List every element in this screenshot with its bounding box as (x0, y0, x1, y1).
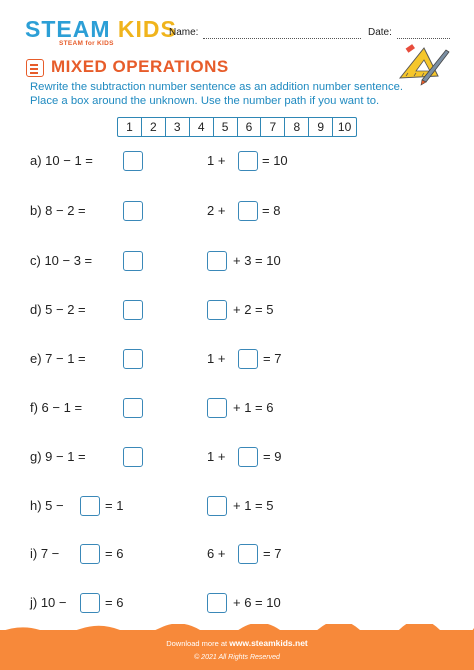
answer-box[interactable] (207, 300, 227, 320)
equation-b-left: b) 8 − 2 = (30, 203, 86, 218)
brand-kids-text: KIDS (117, 16, 177, 42)
equation-g-left: g) 9 − 1 = (30, 449, 86, 464)
equation-e-right-start: 1 + (207, 351, 226, 366)
equation-g-right-start: 1 + (207, 449, 226, 464)
answer-box[interactable] (207, 398, 227, 418)
equation-e-left: e) 7 − 1 = (30, 351, 86, 366)
answer-box[interactable] (80, 496, 100, 516)
brand-steam-text: STEAM (25, 16, 111, 42)
equation-a-left: a) 10 − 1 = (30, 153, 93, 168)
footer-bar (0, 630, 474, 670)
answer-box[interactable] (238, 544, 258, 564)
number-path-cell: 8 (285, 118, 309, 136)
name-label: Name: (169, 27, 199, 38)
equation-a-right-end: = 10 (262, 153, 288, 168)
equation-d-right-end: + 2 = 5 (233, 302, 274, 317)
equation-b-right-end: = 8 (262, 203, 281, 218)
number-path-cell: 10 (337, 120, 352, 134)
answer-box[interactable] (123, 447, 143, 467)
worksheet-title: MIXED OPERATIONS (51, 57, 229, 76)
equation-j-left-end: = 6 (105, 595, 124, 610)
number-path-cell: 5 (214, 118, 238, 136)
number-path-cell: 7 (261, 118, 285, 136)
number-path-cell: 6 (238, 118, 262, 136)
answer-box[interactable] (80, 544, 100, 564)
equation-i-left-end: = 6 (105, 546, 124, 561)
equation-f-left: f) 6 − 1 = (30, 400, 83, 415)
footer-copyright: © 2021 All Rights Reserved (194, 654, 280, 661)
footer-download-text: Download more at (166, 639, 228, 648)
answer-box[interactable] (238, 447, 258, 467)
equation-a-right-start: 1 + (207, 153, 226, 168)
answer-box[interactable] (238, 349, 258, 369)
footer-site-link[interactable]: www.steamkids.net (229, 638, 308, 648)
answer-box[interactable] (80, 593, 100, 613)
equation-j-right-end: + 6 = 10 (233, 595, 281, 610)
answer-box[interactable] (207, 593, 227, 613)
equation-j-left-start: j) 10 − (30, 595, 67, 610)
answer-box[interactable] (123, 251, 143, 271)
answer-box[interactable] (238, 201, 258, 221)
equation-c-right-end: + 3 = 10 (233, 253, 281, 268)
name-field[interactable] (203, 38, 361, 39)
number-path-cell: 4 (190, 118, 214, 136)
number-path-cell: 1 (118, 118, 142, 136)
answer-box[interactable] (207, 496, 227, 516)
equation-d-left: d) 5 − 2 = (30, 302, 86, 317)
equation-f-right-end: + 1 = 6 (233, 400, 274, 415)
equation-i-left-start: i) 7 − (30, 546, 60, 561)
date-field[interactable] (397, 38, 450, 39)
equation-h-left-end: = 1 (105, 498, 124, 513)
equation-e-right-end: = 7 (263, 351, 282, 366)
answer-box[interactable] (123, 349, 143, 369)
date-label: Date: (368, 27, 392, 38)
equation-g-right-end: = 9 (263, 449, 282, 464)
instruction-line-2: Place a box around the unknown. Use the number path if you want to. (30, 95, 380, 107)
number-path (117, 117, 357, 137)
instruction-line-1: Rewrite the subtraction number sentence as an addition number sentence. (30, 81, 404, 93)
equation-h-right-end: + 1 = 5 (233, 498, 274, 513)
number-path-cell: 9 (309, 118, 333, 136)
number-path-cell: 2 (142, 118, 166, 136)
answer-box[interactable] (123, 151, 143, 171)
answer-box[interactable] (123, 398, 143, 418)
equation-i-right-end: = 7 (263, 546, 282, 561)
answer-box[interactable] (238, 151, 258, 171)
brand-subtitle: STEAM for KIDS (59, 40, 114, 47)
answer-box[interactable] (207, 251, 227, 271)
answer-box[interactable] (123, 201, 143, 221)
number-path-cell: 3 (166, 118, 190, 136)
equation-i-right-start: 6 + (207, 546, 226, 561)
equation-c-left: c) 10 − 3 = (30, 253, 93, 268)
equation-b-right-start: 2 + (207, 203, 226, 218)
footer-wave-decoration (0, 624, 474, 632)
worksheet-icon (26, 59, 44, 77)
equation-h-left-start: h) 5 − (30, 498, 64, 513)
answer-box[interactable] (123, 300, 143, 320)
